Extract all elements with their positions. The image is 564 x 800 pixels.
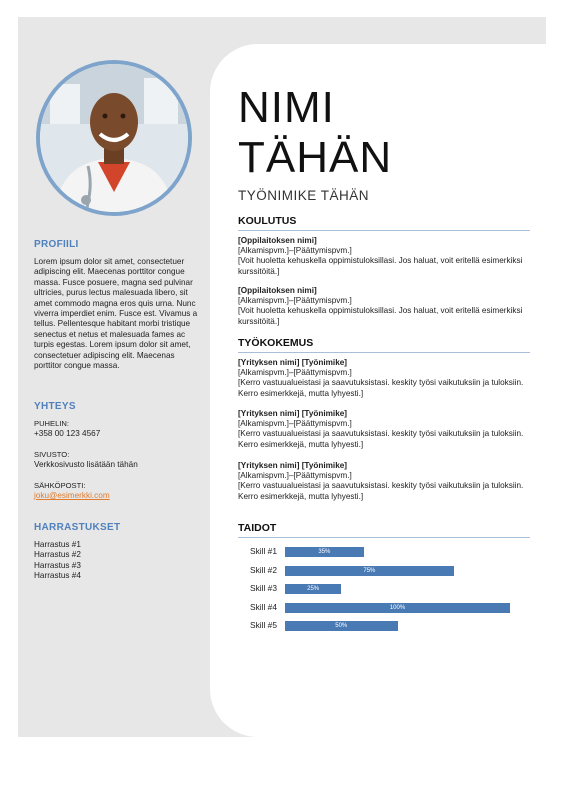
experience-title: [Yrityksen nimi] [Työnimike] [238, 409, 348, 418]
skill-percent-label: 100% [389, 604, 406, 611]
skill-label: Skill #1 [250, 546, 277, 556]
education-heading: KOULUTUS [238, 215, 530, 231]
skill-bar [285, 566, 454, 576]
experience-desc: [Kerro vastuualueistasi ja saavutuksistasi. keskity työsi vaikutuksiin ja tuloksiin. Kerro esimerkkejä, mutta lyhyesti.] [238, 378, 524, 398]
education-title: [Oppilaitoksen nimi] [238, 236, 317, 245]
hobby-item: Harrastus #3 [34, 560, 81, 570]
education-entry [238, 286, 530, 327]
hobby-item: Harrastus #2 [34, 550, 81, 560]
skill-bar [285, 547, 364, 557]
education-desc: [Voit huoletta kehuskella oppimistuloksillasi. Jos haluat, voit eritellä esimerkiksi kurssitöitä.] [238, 306, 523, 326]
experience-heading: TYÖKOKEMUS [238, 337, 530, 353]
skills-chart [238, 544, 530, 644]
profile-photo [36, 60, 192, 216]
skill-bar [285, 603, 510, 613]
phone-label: PUHELIN: [34, 419, 70, 428]
name-line-1: NIMI [238, 83, 335, 132]
profile-text: Lorem ipsum dolor sit amet, consectetuer adipiscing elit. Maecenas porttitor congue massa. Fusce posuere, magna sed pulvinar ultricies, purus lectus malesuada libero, sit amet commodo magna eros quis urna. Nunc viverra imperdiet enim. Fusce est. Vivamus a tellus. Pellentesque habitant morbi tristique senectus et netus et malesuada fames ac turpis egestas. Lorem ipsum dolor sit amet, consectetuer adipiscing elit. Maecenas porttitor congue massa. [34, 257, 198, 371]
skill-bar [285, 584, 341, 594]
experience-title: [Yrityksen nimi] [Työnimike] [238, 358, 348, 367]
skill-label: Skill #3 [250, 583, 277, 593]
job-title: TYÖNIMIKE TÄHÄN [238, 188, 370, 203]
skill-percent-label: 75% [363, 567, 376, 574]
website-value: Verkkosivusto lisätään tähän [34, 460, 138, 470]
experience-entry [238, 461, 530, 502]
contact-heading: YHTEYS [34, 401, 76, 412]
phone-value: +358 00 123 4567 [34, 429, 101, 439]
name-line-2: TÄHÄN [238, 133, 393, 182]
contact-block [34, 419, 202, 501]
website-label: SIVUSTO: [34, 449, 70, 459]
experience-dates: [Alkamispvm.]–[Päättymispvm.] [238, 471, 352, 481]
skills-heading: TAIDOT [238, 522, 530, 538]
experience-entry [238, 409, 530, 450]
education-title: [Oppilaitoksen nimi] [238, 286, 317, 295]
skill-label: Skill #4 [250, 601, 277, 612]
hobbies-heading: HARRASTUKSET [34, 522, 121, 533]
skill-percent-label: 50% [335, 623, 348, 629]
experience-title: [Yrityksen nimi] [Työnimike] [238, 461, 348, 470]
profile-heading: PROFIILI [34, 239, 79, 250]
email-label: SÄHKÖPOSTI: [34, 480, 86, 490]
skill-percent-label: 25% [307, 586, 320, 592]
education-dates: [Alkamispvm.]–[Päättymispvm.] [238, 296, 352, 306]
experience-dates: [Alkamispvm.]–[Päättymispvm.] [238, 368, 352, 378]
experience-desc: [Kerro vastuualueistasi ja saavutuksistasi. keskity työsi vaikutuksiin ja tuloksiin. Kerro esimerkkejä, mutta lyhyesti.] [238, 481, 524, 501]
skill-label: Skill #5 [250, 620, 277, 630]
skill-label: Skill #2 [250, 564, 277, 575]
experience-desc: [Kerro vastuualueistasi ja saavutuksistasi. keskity työsi vaikutuksiin ja tuloksiin. Kerro esimerkkejä, mutta lyhyesti.] [238, 429, 524, 449]
education-desc: [Voit huoletta kehuskella oppimistuloksillasi. Jos haluat, voit eritellä esimerkiksi kurssitöitä.] [238, 256, 523, 276]
person-photo-icon [40, 64, 188, 212]
experience-dates: [Alkamispvm.]–[Päättymispvm.] [238, 419, 352, 429]
email-link[interactable]: joku@esimerkki.com [34, 491, 110, 501]
hobby-item: Harrastus #4 [34, 571, 81, 581]
education-entry [238, 236, 530, 277]
experience-entry [238, 358, 530, 399]
skill-bar [285, 621, 398, 631]
hobbies-list [34, 540, 202, 582]
skill-percent-label: 35% [318, 549, 331, 555]
education-dates: [Alkamispvm.]–[Päättymispvm.] [238, 246, 352, 256]
hobby-item: Harrastus #1 [34, 540, 81, 549]
